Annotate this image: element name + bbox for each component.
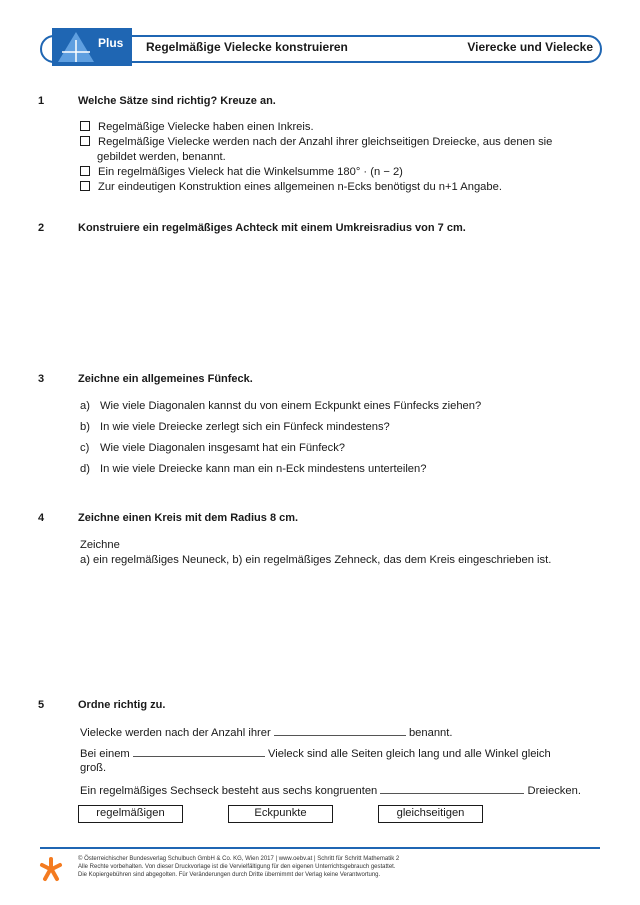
task-1-option[interactable] xyxy=(80,135,552,150)
task-4-question: Zeichne einen Kreis mit dem Radius 8 cm. xyxy=(78,512,299,524)
checkbox[interactable] xyxy=(80,181,90,191)
sentence-text: Vieleck sind alle Seiten gleich lang und alle Winkel gleich xyxy=(267,748,551,760)
task-1-option[interactable] xyxy=(80,180,502,195)
sentence-3 xyxy=(80,783,581,799)
item-letter: d) xyxy=(80,463,90,475)
option-text: Zur eindeutigen Konstruktion eines allgemeinen n-Ecks benötigst du n+1 Angabe. xyxy=(98,181,502,193)
task-4-intro: Zeichne xyxy=(80,539,120,551)
option-text: Regelmäßige Vielecke werden nach der Anzahl ihrer gleichseitigen Dreiecke, aus denen sie xyxy=(98,136,553,148)
task-5-number: 5 xyxy=(38,699,45,711)
sentence-text: Dreiecken. xyxy=(527,785,581,797)
item-letter: a) xyxy=(80,400,90,412)
word-card[interactable]: regelmäßigen xyxy=(78,805,183,823)
sentence-text: benannt. xyxy=(408,727,453,739)
item-text: Wie viele Diagonalen insgesamt hat ein Fünfeck? xyxy=(100,442,346,454)
task-4-number: 4 xyxy=(38,512,45,524)
item-text: Wie viele Diagonalen kannst du von einem Eckpunkt eines Fünfecks ziehen? xyxy=(100,400,482,412)
task-1-option[interactable] xyxy=(80,120,314,135)
sentence-2 xyxy=(80,746,551,762)
item-text: In wie viele Dreiecke kann man ein n-Eck mindestens unterteilen? xyxy=(100,463,427,475)
option-text-continuation: gebildet werden, benannt. xyxy=(97,151,226,163)
sentence-1 xyxy=(80,725,453,741)
task-3-item xyxy=(80,463,426,475)
task-3-question: Zeichne ein allgemeines Fünfeck. xyxy=(78,373,253,385)
sentence-2-continuation: groß. xyxy=(80,762,107,774)
plus-logo xyxy=(52,28,132,66)
task-3-item xyxy=(80,421,390,433)
section-title: Vierecke und Vielecke xyxy=(467,40,593,54)
task-2-question: Konstruiere ein regelmäßiges Achteck mit einem Umkreisradius von 7 cm. xyxy=(78,222,466,234)
task-1-question: Welche Sätze sind richtig? Kreuze an. xyxy=(78,95,276,107)
task-4-line: a) ein regelmäßiges Neuneck, b) ein regelmäßiges Zehneck, das dem Kreis eingeschrieben ist. xyxy=(80,554,552,566)
worksheet-title: Regelmäßige Vielecke konstruieren xyxy=(146,40,348,54)
checkbox[interactable] xyxy=(80,136,90,146)
checkbox[interactable] xyxy=(80,121,90,131)
option-text: Regelmäßige Vielecke haben einen Inkreis. xyxy=(98,121,314,133)
task-1-number: 1 xyxy=(38,95,45,107)
footer-line: Alle Rechte vorbehalten. Von dieser Druckvorlage ist die Vervielfältigung für den eigenen Unterrichtsgebrauch gestattet. xyxy=(78,864,396,871)
answer-blank[interactable] xyxy=(380,783,524,794)
item-letter: b) xyxy=(80,421,90,433)
task-2-number: 2 xyxy=(38,222,45,234)
publisher-star-icon xyxy=(38,856,64,882)
task-3-item xyxy=(80,400,481,412)
footer-line: Die Kopiergebühren sind abgegolten. Für Veränderungen durch Dritte übernimmt der Verlag keine Verantwortung. xyxy=(78,872,381,879)
sentence-text: Ein regelmäßiges Sechseck besteht aus sechs kongruenten xyxy=(80,785,378,797)
task-5-question: Ordne richtig zu. xyxy=(78,699,166,711)
checkbox[interactable] xyxy=(80,166,90,176)
option-text: Ein regelmäßiges Vieleck hat die Winkelsumme 180° · (n − 2) xyxy=(98,166,403,178)
footer-line: © Österreichischer Bundesverlag Schulbuch GmbH & Co. KG, Wien 2017 | www.oebv.at | Schritt für Schritt Mathematik 2 xyxy=(78,856,400,862)
item-text: In wie viele Dreiecke zerlegt sich ein Fünfeck mindestens? xyxy=(100,421,390,433)
task-3-number: 3 xyxy=(38,373,45,385)
answer-blank[interactable] xyxy=(274,725,406,736)
plus-badge-label: Plus xyxy=(98,36,124,50)
footer-divider xyxy=(40,847,600,849)
answer-blank[interactable] xyxy=(133,746,265,757)
word-card[interactable]: gleichseitigen xyxy=(378,805,483,823)
footer-copyright xyxy=(78,855,399,880)
item-letter: c) xyxy=(80,442,90,454)
triangle-logo-icon xyxy=(56,30,96,64)
task-1-option[interactable] xyxy=(80,165,403,180)
task-3-item xyxy=(80,442,345,454)
word-card[interactable]: Eckpunkte xyxy=(228,805,333,823)
sentence-text: Vielecke werden nach der Anzahl ihrer xyxy=(80,727,271,739)
sentence-text: Bei einem xyxy=(80,748,130,760)
